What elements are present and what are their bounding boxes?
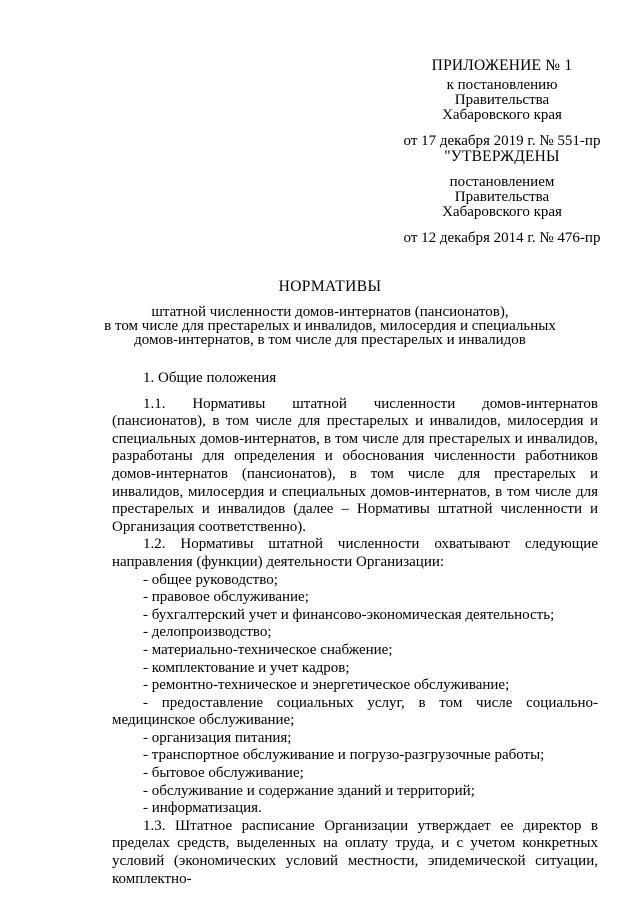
document-subtitle-line: штатной численности домов-интернатов (пансионатов), [151, 304, 509, 320]
list-item: - информатизация. [143, 800, 262, 817]
list-item: - комплектование и учет кадров; [143, 659, 350, 676]
annex-block [392, 58, 612, 149]
document-title: НОРМАТИВЫ [278, 278, 382, 295]
list-item: - бухгалтерский учет и финансово-экономическая деятельность; [143, 606, 555, 623]
approved-heading: "УТВЕРЖДЕНЫ [444, 148, 560, 165]
document-title-block [100, 280, 560, 347]
approved-line: Правительства [454, 189, 550, 205]
annex-line: Правительства [454, 92, 550, 108]
approved-line: постановлением [449, 174, 555, 190]
annex-date-line: от 17 декабря 2019 г. № 551-пр [403, 133, 601, 149]
document-body [112, 370, 598, 888]
annex-line: к постановлению [446, 77, 558, 93]
section-heading: 1. Общие положения [143, 370, 277, 386]
paragraph-1-3: 1.3. Штатное расписание Организации утверждает ее директор в пределах средств, выделенных на оплату труда, и с учетом конкретных условий (экономических условий местности, эпидемической ситуации, комплектно- [112, 817, 598, 887]
list-item: - обслуживание и содержание зданий и территорий; [143, 782, 475, 799]
list-item: - общее руководство; [143, 571, 278, 588]
document-subtitle-line: домов-интернатов, в том числе для престарелых и инвалидов [134, 332, 526, 348]
paragraph-1-1: 1.1. Нормативы штатной численности домов-интернатов (пансионатов), в том числе для престарелых и инвалидов, милосердия и специальных домов-интернатов, в том числе для престарелых и инвалидов, разработаны для определения и обоснования численности работников домов-интернатов (пансионатов), в том числе для престарелых и инвалидов, милосердия и специальных домов-интернатов, в том числе для престарелых и инвалидов (далее – Нормативы штатной численности и Организация соответственно). [112, 395, 598, 535]
approved-date-line: от 12 декабря 2014 г. № 476-пр [403, 230, 601, 246]
list-item: - правовое обслуживание; [143, 589, 309, 606]
list-item: - предоставление социальных услуг, в том числе социально-медицинское обслуживание; [112, 694, 598, 729]
list-item: - материально-техническое снабжение; [143, 641, 393, 658]
list-item: - бытовое обслуживание; [143, 765, 304, 782]
annex-line: Хабаровского края [442, 107, 562, 123]
list-item: - транспортное обслуживание и погрузо-разгрузочные работы; [143, 747, 545, 764]
list-item: - ремонтно-техническое и энергетическое обслуживание; [143, 677, 510, 694]
approved-block [392, 149, 612, 246]
document-subtitle-line: в том числе для престарелых и инвалидов, милосердия и специальных [104, 318, 556, 334]
approved-line: Хабаровского края [442, 204, 562, 220]
annex-heading: ПРИЛОЖЕНИЕ № 1 [431, 57, 573, 74]
list-item: - делопроизводство; [143, 624, 272, 641]
paragraph-1-2: 1.2. Нормативы штатной численности охватывают следующие направления (функции) деятельности Организации: [112, 536, 598, 570]
list-item: - организация питания; [143, 729, 292, 746]
